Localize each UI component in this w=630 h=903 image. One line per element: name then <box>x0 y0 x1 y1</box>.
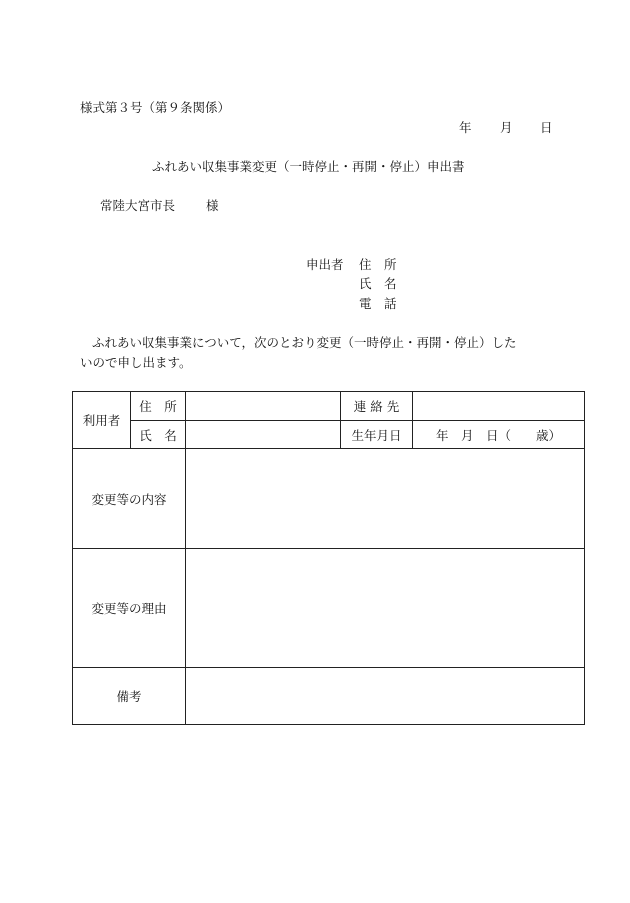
document-title: ふれあい収集事業変更（一時停止・再開・停止）申出書 <box>152 159 465 174</box>
remarks-field[interactable] <box>186 668 585 725</box>
birthdate-label: 生年月日 <box>341 421 413 449</box>
change-reason-field[interactable] <box>186 549 585 668</box>
applicant-address-label: 住 所 <box>359 257 397 272</box>
body-line-1: ふれあい収集事業について，次のとおり変更（一時停止・再開・停止）した <box>92 335 517 350</box>
date-year-label: 年 <box>459 120 472 135</box>
change-content-label: 変更等の内容 <box>73 449 186 549</box>
applicant-phone-label: 電 話 <box>359 296 397 311</box>
contact-field[interactable] <box>413 392 585 421</box>
addressee-honorific: 様 <box>206 198 219 213</box>
change-reason-label: 変更等の理由 <box>73 549 186 668</box>
change-content-field[interactable] <box>186 449 585 549</box>
applicant-label: 申出者 <box>306 257 344 272</box>
remarks-label: 備考 <box>73 668 186 725</box>
birthdate-field[interactable]: 年 月 日（ 歳） <box>413 421 585 449</box>
addressee-name: 常陸大宮市長 <box>100 198 176 213</box>
contact-label: 連 絡 先 <box>341 392 413 421</box>
user-name-field[interactable] <box>186 421 341 449</box>
date-day-label: 日 <box>540 120 553 135</box>
application-table <box>72 391 585 725</box>
form-number: 様式第３号（第９条関係） <box>80 100 231 115</box>
body-line-2: いので申し出ます。 <box>80 355 192 370</box>
applicant-name-label: 氏 名 <box>359 276 397 291</box>
user-header: 利用者 <box>73 392 131 449</box>
date-month-label: 月 <box>500 120 513 135</box>
user-name-label: 氏 名 <box>131 421 186 449</box>
user-address-field[interactable] <box>186 392 341 421</box>
user-address-label: 住 所 <box>131 392 186 421</box>
